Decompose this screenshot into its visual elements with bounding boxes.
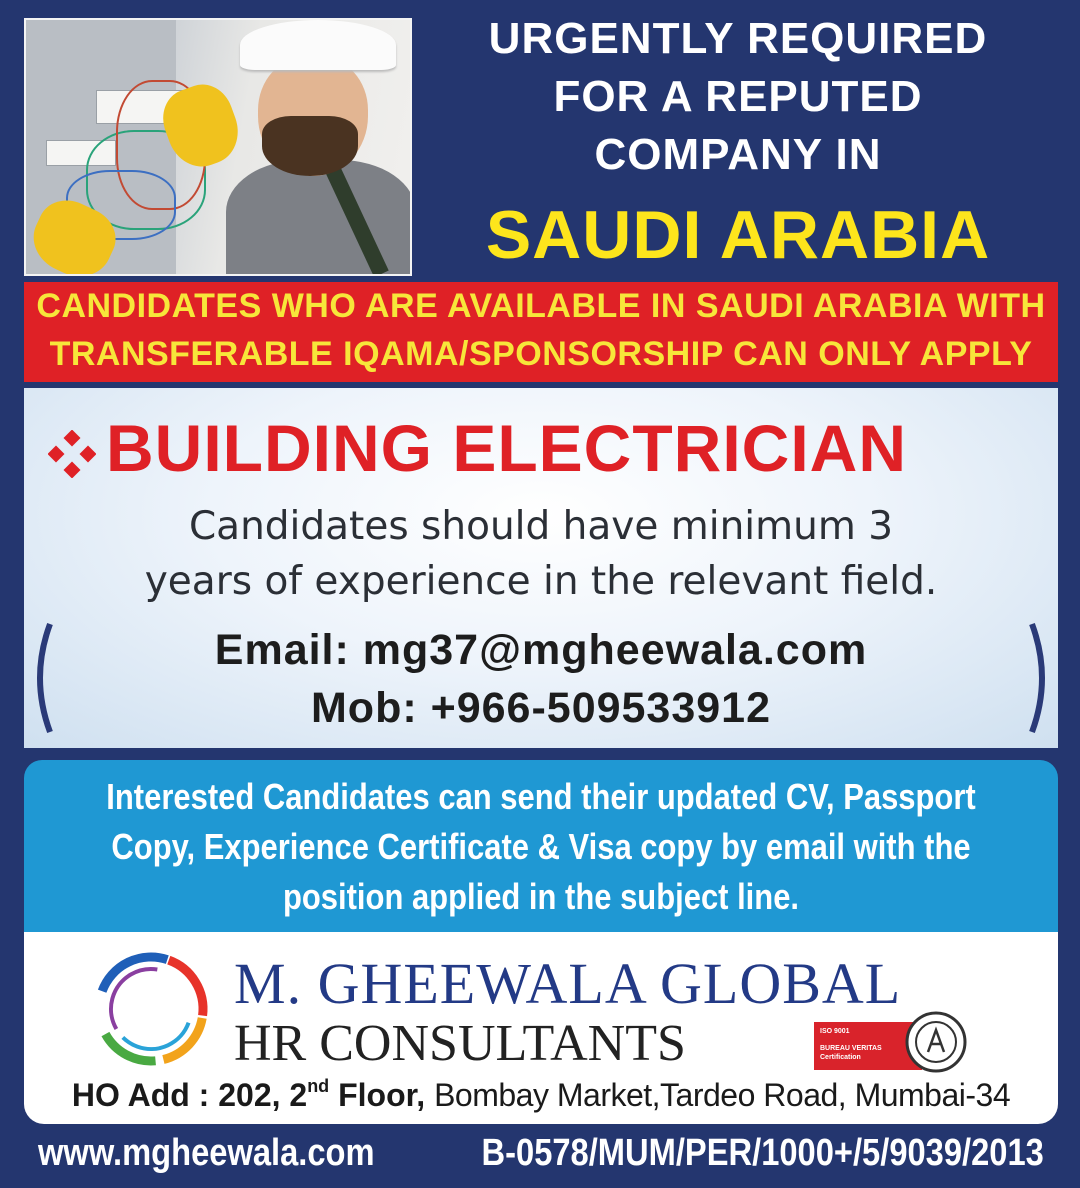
head-office-address (24, 1076, 1058, 1114)
application-instructions (24, 760, 1058, 932)
website-link[interactable]: www.mgheewala.com (38, 1132, 375, 1174)
diamond-bullet-icon (48, 430, 96, 478)
notice-line-2: TRANSFERABLE IQAMA/SPONSORSHIP CAN ONLY APPLY (49, 335, 1033, 373)
company-name: M. GHEEWALA GLOBAL (234, 951, 902, 1016)
worker-beard (262, 116, 358, 176)
instruction-line-2: Copy, Experience Certificate & Visa copy by email with the (111, 826, 971, 867)
country-heading: SAUDI ARABIA (485, 197, 991, 273)
headline-line-3: COMPANY IN (594, 130, 882, 179)
headline-line-2: FOR A REPUTED (553, 72, 923, 121)
job-details-panel (24, 388, 1058, 748)
address-label: HO Add : (71, 1077, 210, 1113)
job-title-row (44, 404, 1044, 484)
worker-torso (226, 160, 412, 276)
bureau-veritas-seal-icon (904, 1010, 968, 1074)
requirement-line-2: years of experience in the relevant field. (144, 559, 938, 604)
company-block (24, 932, 1058, 1124)
instruction-line-1: Interested Candidates can send their updated CV, Passport (106, 776, 976, 817)
company-logo (92, 950, 210, 1068)
headline-line-1: URGENTLY REQUIRED (488, 14, 988, 63)
requirement-line-1: Candidates should have minimum 3 (188, 504, 894, 549)
footer (24, 1128, 1058, 1182)
cert-line-2: BUREAU VERITAS (820, 1045, 882, 1052)
address-superscript: nd (307, 1076, 330, 1096)
address-number: 202, 2 (218, 1077, 308, 1113)
address-street: Bombay Market,Tardeo Road, Mumbai-34 (434, 1077, 1011, 1113)
licence-number: B-0578/MUM/PER/1000+/5/9039/2013 (481, 1132, 1044, 1174)
cert-line-1: ISO 9001 (820, 1028, 850, 1035)
notice-line-1: CANDIDATES WHO ARE AVAILABLE IN SAUDI ARABIA WITH (36, 287, 1046, 325)
eligibility-notice (24, 282, 1058, 382)
contact-mobile[interactable]: Mob: +966-509533912 (310, 684, 772, 732)
company-subtitle: HR CONSULTANTS (234, 1015, 686, 1072)
address-floor: Floor, (338, 1077, 426, 1113)
electrician-photo (24, 18, 412, 276)
hard-hat (240, 20, 396, 70)
contact-email[interactable]: Email: mg37@mgheewala.com (214, 626, 868, 674)
instruction-line-3: position applied in the subject line. (282, 876, 800, 917)
cert-line-3: Certification (820, 1054, 861, 1061)
job-title: BUILDING ELECTRICIAN (106, 411, 907, 485)
